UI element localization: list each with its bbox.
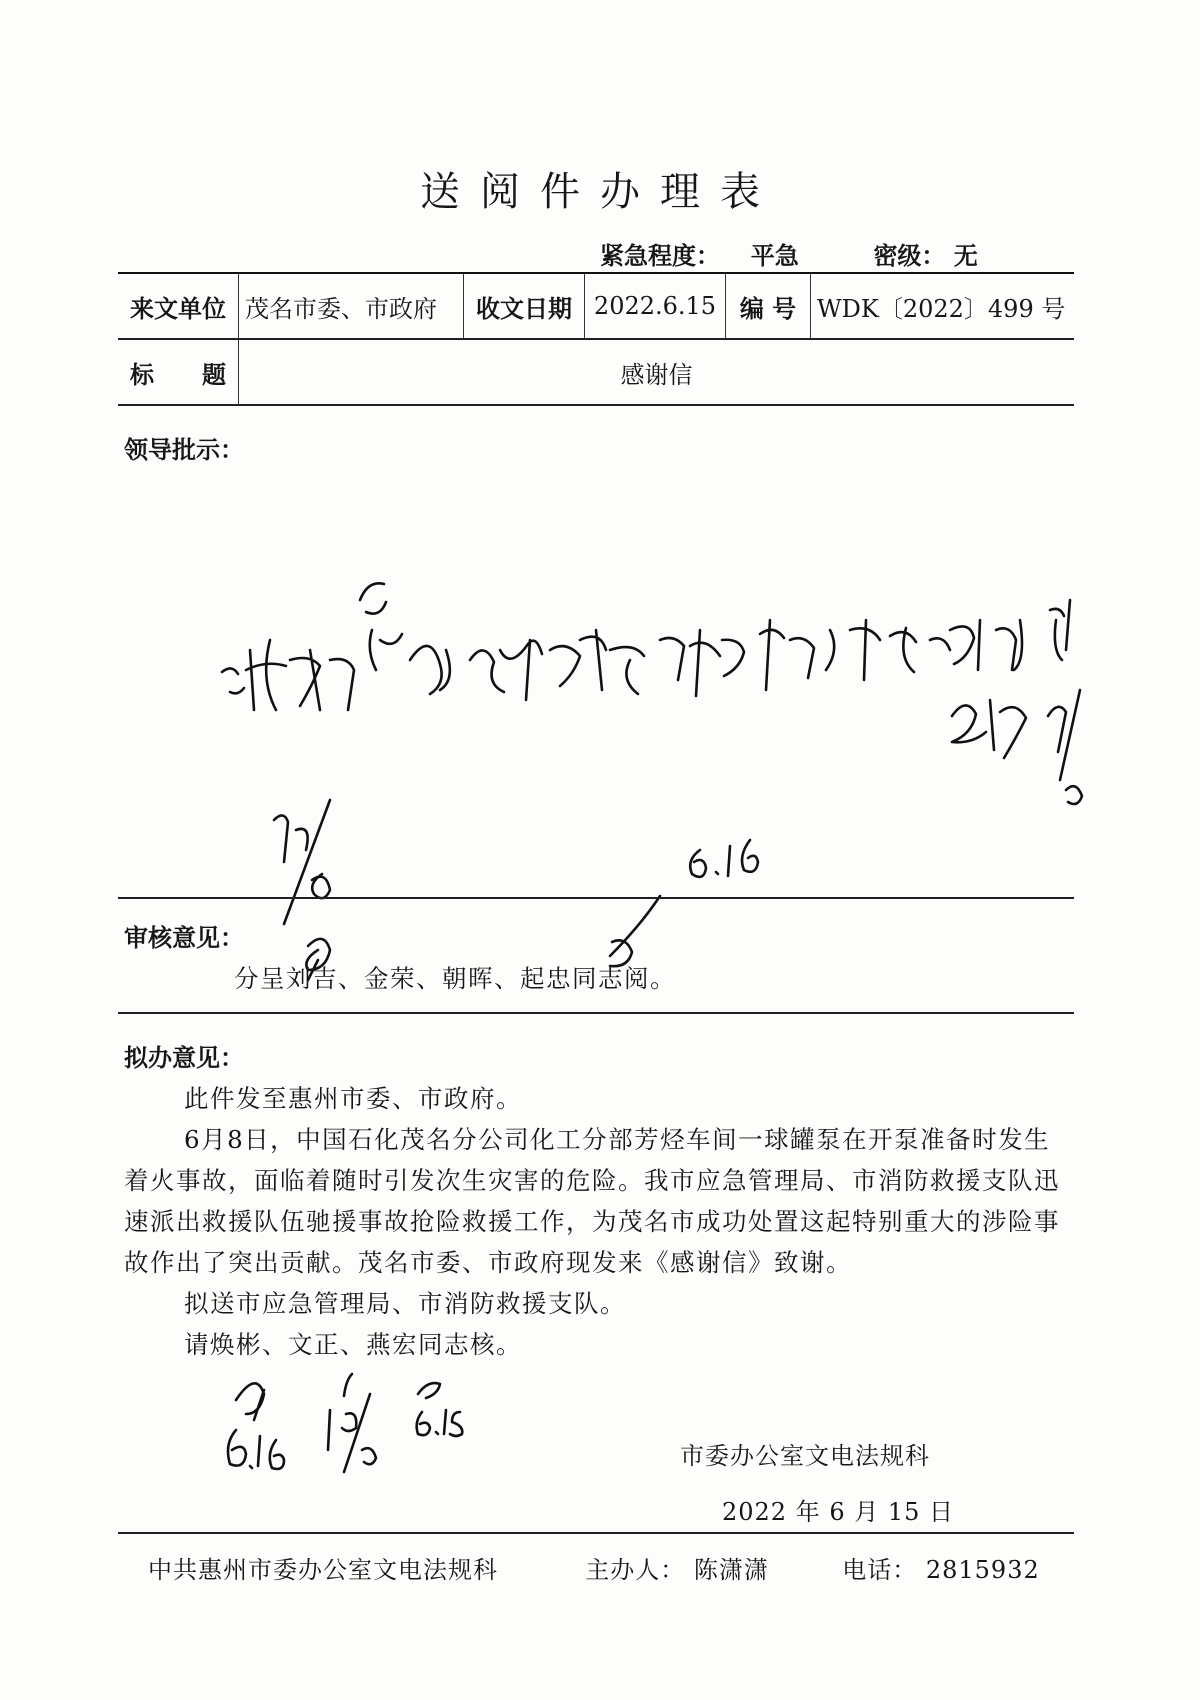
document-title: 送阅件办理表 xyxy=(420,169,780,215)
leader-signature xyxy=(952,690,1082,804)
number-label: 编 号 xyxy=(726,273,811,339)
header-row-2 xyxy=(118,339,1074,405)
divider-footer xyxy=(118,1532,1074,1534)
proposal-paragraph: 拟送市应急管理局、市消防救援支队。 xyxy=(184,1289,626,1318)
proposal-paragraph: 请焕彬、文正、燕宏同志核。 xyxy=(184,1330,522,1359)
meta-line xyxy=(600,236,978,271)
secrecy-label: 密级： xyxy=(873,242,946,270)
review-label: 审核意见： xyxy=(124,924,244,952)
footer-handler-label: 主办人： xyxy=(585,1556,686,1584)
urgency-value: 平急 xyxy=(750,242,799,270)
footer-phone-label: 电话： xyxy=(842,1556,918,1584)
proposal-label: 拟办意见： xyxy=(124,1044,244,1072)
proposal-paragraph: 此件发至惠州市委、市政府。 xyxy=(184,1084,522,1113)
proposal-date: 2022 年 6 月 15 日 xyxy=(722,1498,955,1526)
number-value: WDK〔2022〕499 号 xyxy=(811,273,1075,339)
proposal-paragraph: 6月8日，中国石化茂名分公司化工分部芳烃车间一球罐泵在开泵准备时发生着火事故，面临着随时引发次生灾害的危险。我市应急管理局、市消防救援支队迅速派出救援队伍驰援事故抢险救援工作，为茂名市成功处置这起特别重大的涉险事故作出了突出贡献。茂名市委、市政府现发来《感谢信》致谢。 xyxy=(124,1125,1060,1277)
header-table xyxy=(118,272,1074,406)
date-label: 收文日期 xyxy=(464,273,585,339)
footer-handler: 陈潇潇 xyxy=(693,1556,769,1584)
secrecy-value: 无 xyxy=(953,242,978,270)
sender-label: 来文单位 xyxy=(118,273,239,339)
proposal-body xyxy=(124,1078,1070,1365)
divider-review xyxy=(118,897,1074,899)
subject-value: 感谢信 xyxy=(239,339,1075,405)
date-value: 2022.6.15 xyxy=(585,273,726,339)
subject-label: 标 题 xyxy=(118,339,239,405)
sender-value: 茂名市委、市政府 xyxy=(239,273,464,339)
footer-org: 中共惠州市委办公室文电法规科 xyxy=(148,1556,498,1584)
urgency-label: 紧急程度： xyxy=(600,242,720,270)
footer-phone: 2815932 xyxy=(925,1556,1040,1584)
review-text: 分呈刘吉、金荣、朝晖、起忠同志阅。 xyxy=(234,964,676,993)
date-mark-left xyxy=(274,800,330,924)
footer xyxy=(148,1550,1088,1585)
leader-instruction-label: 领导批示： xyxy=(124,436,244,464)
office-signature: 市委办公室文电法规科 xyxy=(680,1442,930,1470)
proposal-date-marks xyxy=(228,1374,462,1472)
date-mark-right xyxy=(690,840,758,877)
divider-proposal xyxy=(118,1012,1074,1014)
header-row-1 xyxy=(118,273,1074,339)
leader-handwritten-note xyxy=(222,583,1070,710)
